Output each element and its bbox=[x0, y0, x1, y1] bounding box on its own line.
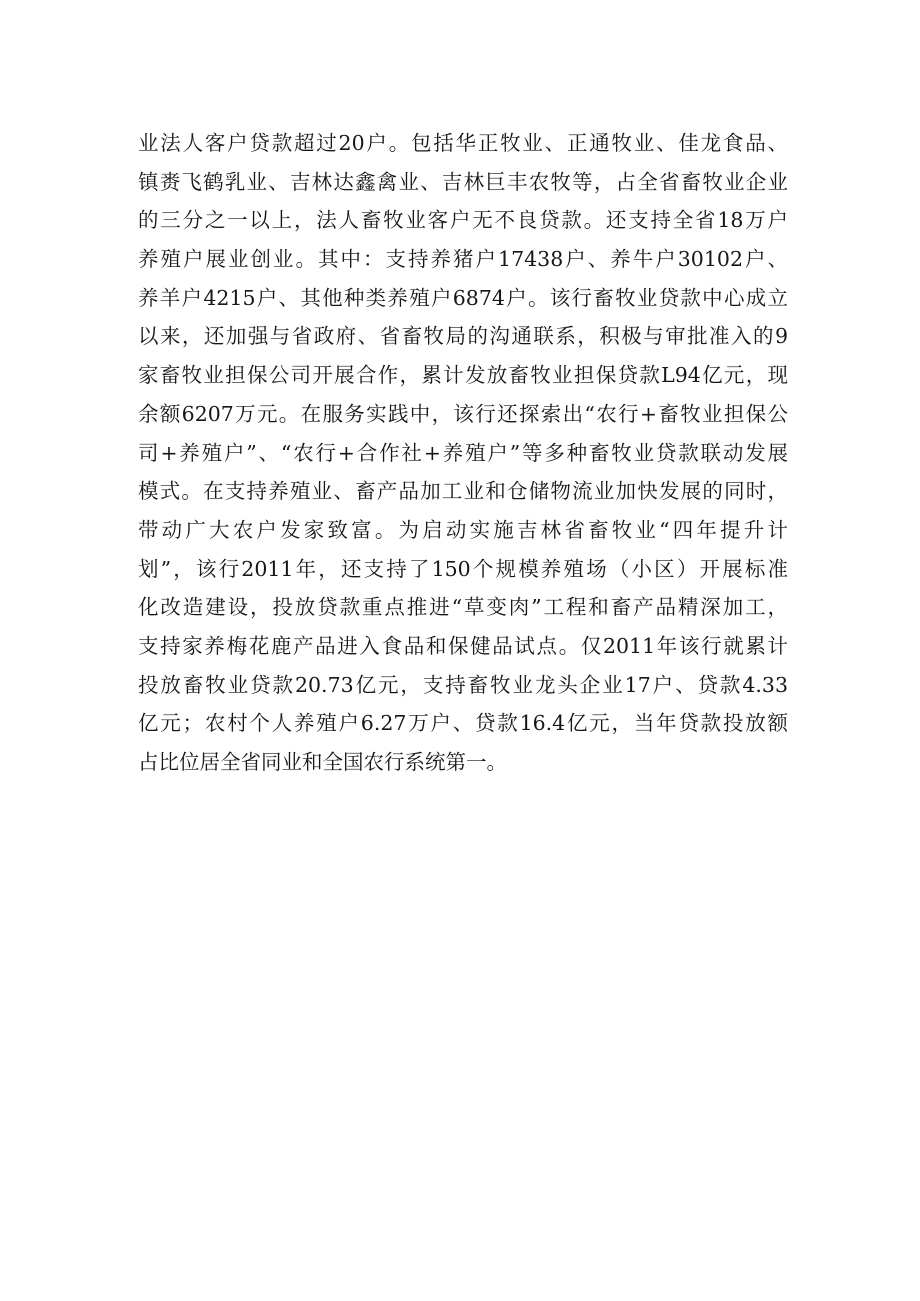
paragraph-line: 以来，还加强与省政府、省畜牧局的沟通联系，积极与审批准入的9 bbox=[138, 324, 788, 349]
paragraph-line: 亿元；农村个人养殖户6.27万户、贷款16.4亿元，当年贷款投放额 bbox=[138, 711, 788, 736]
paragraph-line: 业法人客户贷款超过20户。包括华正牧业、正通牧业、佳龙食品、 bbox=[138, 131, 788, 155]
paragraph-line: 的三分之一以上，法人畜牧业客户无不良贷款。还支持全省18万户 bbox=[138, 208, 788, 233]
paragraph-line: 养羊户4215户、其他种类养殖户6874户。该行畜牧业贷款中心成立 bbox=[138, 285, 788, 310]
paragraph-line: 支持家养梅花鹿产品进入食品和保健品试点。仅2011年该行就累计 bbox=[138, 633, 788, 658]
paragraph-line: 模式。在支持养殖业、畜产品加工业和仓储物流业加快发展的同时， bbox=[138, 479, 788, 504]
paragraph-line: 投放畜牧业贷款20.73亿元，支持畜牧业龙头企业17户、贷款4.33 bbox=[138, 672, 788, 697]
paragraph-line: 带动广大农户发家致富。为启动实施吉林省畜牧业“四年提升计 bbox=[138, 517, 788, 542]
paragraph-line-last: 占比位居全省同业和全国农行系统第一。 bbox=[138, 750, 507, 774]
paragraph-line: 司+养殖户”、“农行+合作社+养殖户”等多种畜牧业贷款联动发展 bbox=[138, 440, 788, 465]
body-paragraph bbox=[138, 124, 788, 782]
paragraph-line: 家畜牧业担保公司开展合作，累计发放畜牧业担保贷款L94亿元，现 bbox=[138, 363, 788, 388]
paragraph-line: 镇赉飞鹤乳业、吉林达鑫禽业、吉林巨丰农牧等，占全省畜牧业企业 bbox=[138, 169, 788, 194]
paragraph-line: 养殖户展业创业。其中：支持养猪户17438户、养牛户30102户、 bbox=[138, 247, 788, 272]
paragraph-line: 划”，该行2011年，还支持了150个规模养殖场（小区）开展标准 bbox=[138, 556, 788, 581]
paragraph-line: 余额6207万元。在服务实践中，该行还探索出“农行+畜牧业担保公 bbox=[138, 401, 788, 426]
paragraph-line: 化改造建设，投放贷款重点推进“草变肉”工程和畜产品精深加工， bbox=[138, 595, 788, 620]
